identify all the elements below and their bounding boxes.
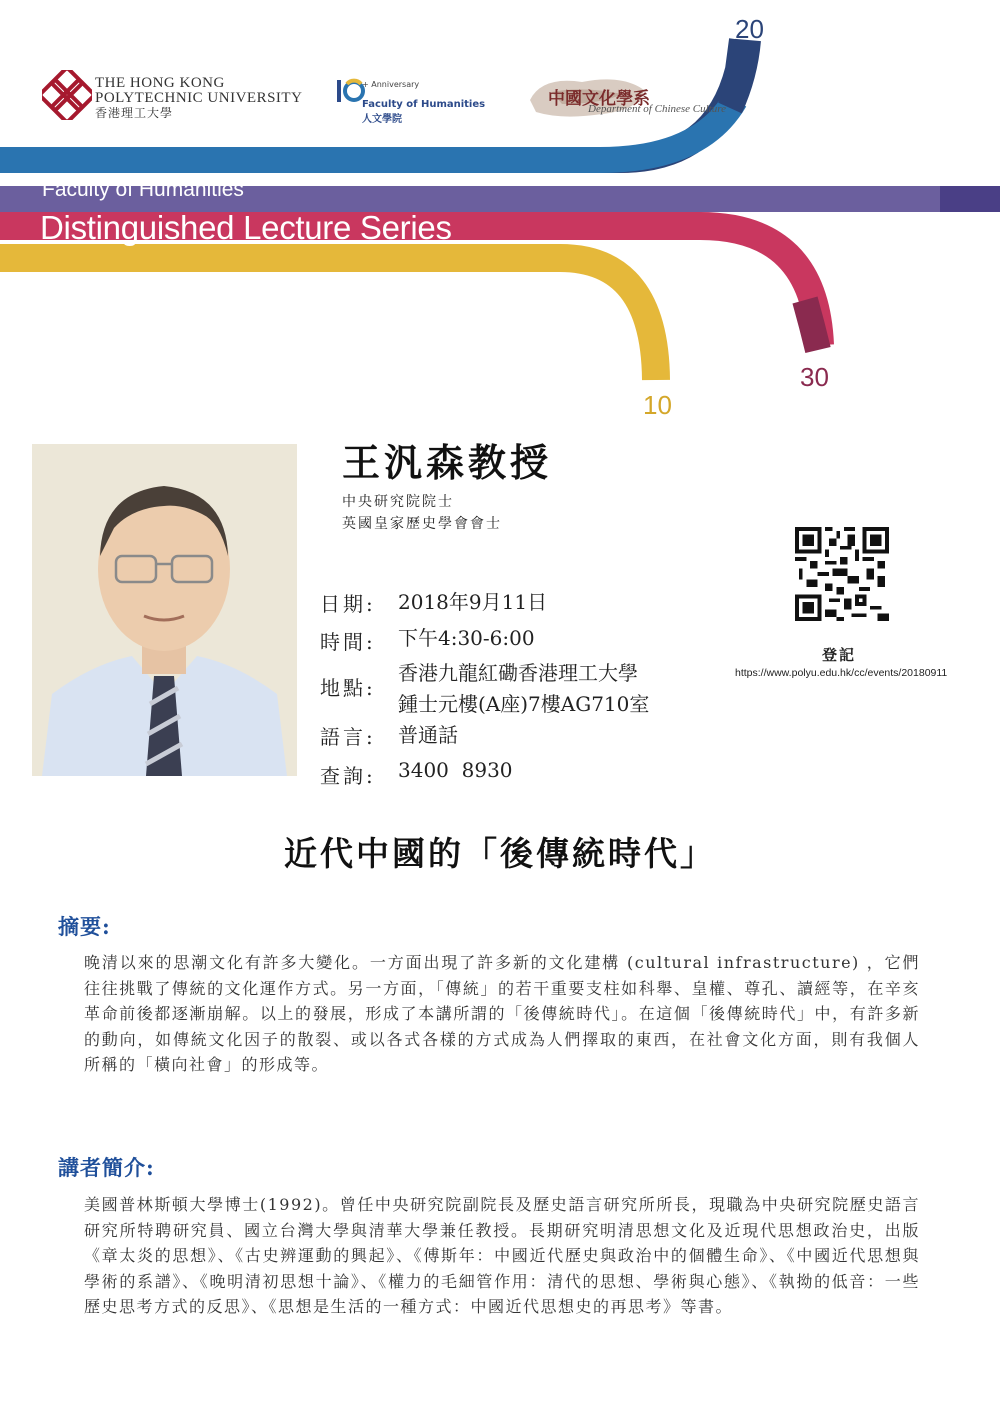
info-value-venue-1: 香港九龍紅磡香港理工大學: [398, 661, 638, 685]
speaker-name: 王汎森教授: [342, 440, 553, 485]
info-value-venue-2: 鍾士元樓(A座)7樓AG710室: [398, 692, 650, 716]
speaker-title-2: 英國皇家歷史學會會士: [342, 516, 502, 532]
speaker-photo: [32, 444, 297, 776]
anniversary-number-10: 10: [643, 390, 672, 420]
polyu-line1: THE HONG KONG: [95, 75, 225, 91]
info-label-time: 時間:: [320, 630, 376, 654]
faculty-name-zh: 人文學院: [362, 114, 402, 125]
info-value-time: 下午4:30-6:00: [398, 626, 535, 650]
abstract-heading: 摘要:: [58, 914, 111, 939]
polyu-name: [95, 76, 302, 121]
info-label-language: 語言:: [320, 725, 376, 749]
info-label-venue: 地點:: [320, 676, 376, 700]
polyu-zh: 香港理工大學: [95, 106, 174, 120]
lecture-title: 近代中國的「後傳統時代」: [284, 834, 716, 873]
speaker-title-1: 中央研究院院士: [342, 494, 454, 510]
registration-label: 登記: [822, 646, 857, 664]
series-subtitle: Faculty of Humanities: [42, 178, 244, 201]
dept-name-zh: 中國文化學系: [548, 89, 650, 109]
bio-heading: 講者簡介:: [58, 1155, 155, 1180]
dept-logo: [548, 84, 726, 115]
anniversary-label: + Anniversary: [362, 80, 420, 89]
info-value-enquiry: 3400 8930: [398, 758, 513, 782]
info-value-date: 2018年9月11日: [398, 590, 548, 614]
registration-qr-code[interactable]: [795, 527, 889, 621]
faculty-anniversary-logo: [362, 80, 485, 125]
info-label-enquiry: 查詢:: [320, 764, 376, 788]
bio-text: 美國普林斯頓大學博士(1992)。曾任中央研究院副院長及歷史語言研究所所長，現職為中央研究院歷史語言研究所特聘研究員、國立台灣大學與清華大學兼任教授。長期研究明清思想文化及近現代思想政治史，出版《章太炎的思想》、《古史辨運動的興起》、《傅斯年：中國近代歷史與政治中的個體生命》、《中國近代思想與學術的系譜》、《晚明清初思想十論》、《權力的毛細管作用：清代的思想、學術與心態》、《執拗的低音：一些歷史思考方式的反思》、《思想是生活的一種方式：中國近代思想史的再思考》等書。: [84, 1195, 920, 1316]
anniversary-number-30: 30: [800, 362, 829, 392]
polyu-logo-icon: [42, 70, 92, 120]
series-title: Distinguished Lecture Series: [40, 209, 452, 246]
polyu-line2: POLYTECHNIC UNIVERSITY: [95, 90, 303, 106]
abstract-text: 晚清以來的思潮文化有許多大變化。一方面出現了許多新的文化建構 (cultural infrastructure) ，它們往往挑戰了傳統的文化運作方式。另一方面，「傳統」的若干重要支柱如科舉、皇權、尊孔、讀經等，在辛亥革命前後都逐漸崩解。以上的發展，形成了本講所謂的「後傳統時代」。在這個「後傳統時代」中，有許多新的動向，如傳統文化因子的散裂、或以各式各樣的方式成為人們擇取的東西，在社會文化方面，則有我個人所稱的「橫向社會」的形成等。: [84, 953, 920, 1074]
info-label-date: 日期:: [320, 592, 376, 616]
dept-name-en: Department of Chinese Culture: [588, 103, 726, 115]
anniversary-number-20: 20: [735, 14, 764, 44]
info-value-language: 普通話: [398, 723, 458, 747]
faculty-name-en: Faculty of Humanities: [362, 99, 486, 110]
registration-url-link[interactable]: https://www.polyu.edu.hk/cc/events/20180911: [735, 667, 948, 679]
